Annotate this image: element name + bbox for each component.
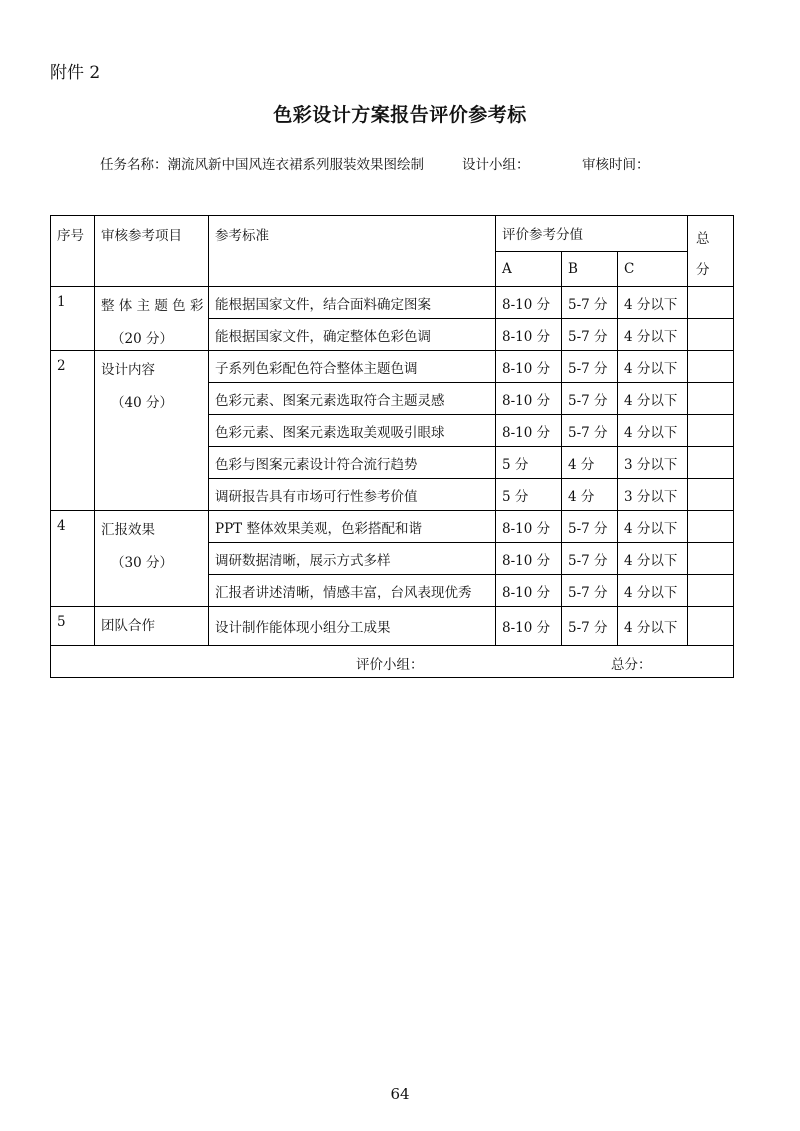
standard-cell: 调研数据清晰，展示方式多样: [209, 543, 496, 575]
header-grade-a: A: [496, 251, 562, 287]
standard-cell: 调研报告具有市场可行性参考价值: [209, 479, 496, 511]
grade-b-cell: 5-7 分: [562, 543, 618, 575]
review-item-points: （40 分）: [111, 395, 173, 411]
grade-a-cell: 8-10 分: [496, 543, 562, 575]
review-item-name: 汇报效果: [101, 522, 155, 538]
total-cell: [688, 447, 734, 479]
standard-cell: 色彩元素、图案元素选取美观吸引眼球: [209, 415, 496, 447]
grade-c-cell: 4 分以下: [618, 607, 688, 646]
total-cell: [688, 543, 734, 575]
table-row: [51, 351, 734, 383]
header-grade-b: B: [562, 251, 618, 287]
document-title: 色彩设计方案报告评价参考标: [273, 104, 527, 126]
grade-a-cell: 8-10 分: [496, 319, 562, 351]
grade-b-cell: 5-7 分: [562, 511, 618, 543]
grade-a-cell: 8-10 分: [496, 511, 562, 543]
header-standard: 参考标准: [209, 216, 496, 287]
standard-cell: 设计制作能体现小组分工成果: [209, 607, 496, 646]
review-item-points: （30 分）: [111, 555, 173, 571]
grade-a-cell: 8-10 分: [496, 383, 562, 415]
header-row-1: [51, 216, 734, 252]
standard-cell: 汇报者讲述清晰，情感丰富，台风表现优秀: [209, 575, 496, 607]
grade-a-cell: 8-10 分: [496, 351, 562, 383]
review-item-points: （20 分）: [111, 331, 173, 347]
grade-b-cell: 5-7 分: [562, 575, 618, 607]
review-item-name: 设计内容: [101, 362, 155, 378]
grade-a-cell: 8-10 分: [496, 607, 562, 646]
review-item: [95, 351, 209, 511]
total-cell: [688, 319, 734, 351]
grade-c-cell: 4 分以下: [618, 351, 688, 383]
grade-b-cell: 5-7 分: [562, 287, 618, 319]
evaluation-group-label: 评价小组：: [356, 657, 424, 673]
footer-cell: [51, 646, 734, 678]
grade-b-cell: 5-7 分: [562, 415, 618, 447]
grade-b-cell: 5-7 分: [562, 351, 618, 383]
review-item: [95, 511, 209, 607]
review-item-name: 整 体 主 题 色 彩: [101, 298, 204, 314]
review-time-label: 审核时间：: [582, 157, 650, 173]
grade-c-cell: 4 分以下: [618, 319, 688, 351]
total-cell: [688, 607, 734, 646]
grade-c-cell: 3 分以下: [618, 447, 688, 479]
grade-a-cell: 5 分: [496, 447, 562, 479]
total-cell: [688, 575, 734, 607]
footer-row: [51, 646, 734, 678]
total-cell: [688, 415, 734, 447]
review-item: [95, 607, 209, 646]
grade-c-cell: 4 分以下: [618, 383, 688, 415]
standard-cell: 色彩与图案元素设计符合流行趋势: [209, 447, 496, 479]
total-cell: [688, 351, 734, 383]
grade-c-cell: 3 分以下: [618, 479, 688, 511]
grade-b-cell: 4 分: [562, 447, 618, 479]
standard-cell: PPT 整体效果美观，色彩搭配和谐: [209, 511, 496, 543]
grade-c-cell: 4 分以下: [618, 575, 688, 607]
header-grade-c: C: [618, 251, 688, 287]
grade-b-cell: 5-7 分: [562, 383, 618, 415]
grade-a-cell: 8-10 分: [496, 575, 562, 607]
task-name: 任务名称：潮流风新中国风连衣裙系列服装效果图绘制: [100, 157, 424, 173]
grade-c-cell: 4 分以下: [618, 415, 688, 447]
grade-a-cell: 5 分: [496, 479, 562, 511]
review-item-name: 团队合作: [101, 618, 155, 634]
header-score-group: 评价参考分值: [496, 216, 688, 252]
header-total: 总 分: [688, 216, 734, 287]
grade-c-cell: 4 分以下: [618, 511, 688, 543]
standard-cell: 子系列色彩配色符合整体主题色调: [209, 351, 496, 383]
page-number: 64: [390, 1085, 410, 1103]
row-index: 5: [51, 607, 95, 646]
total-cell: [688, 287, 734, 319]
standard-cell: 色彩元素、图案元素选取符合主题灵感: [209, 383, 496, 415]
grade-b-cell: 5-7 分: [562, 319, 618, 351]
table-row: [51, 511, 734, 543]
review-item: [95, 287, 209, 351]
standard-cell: 能根据国家文件，结合面料确定图案: [209, 287, 496, 319]
header-item: 审核参考项目: [95, 216, 209, 287]
total-cell: [688, 383, 734, 415]
row-index: 2: [51, 351, 95, 511]
total-cell: [688, 479, 734, 511]
attachment-label: 附件 2: [50, 63, 101, 83]
grade-b-cell: 5-7 分: [562, 607, 618, 646]
grade-c-cell: 4 分以下: [618, 287, 688, 319]
standard-cell: 能根据国家文件，确定整体色彩色调: [209, 319, 496, 351]
table-row: [51, 287, 734, 319]
design-group-label: 设计小组：: [462, 157, 530, 173]
total-score-label: 总分：: [611, 657, 652, 673]
row-index: 1: [51, 287, 95, 351]
header-index: 序号: [51, 216, 95, 287]
total-cell: [688, 511, 734, 543]
grade-a-cell: 8-10 分: [496, 287, 562, 319]
grade-b-cell: 4 分: [562, 479, 618, 511]
row-index: 4: [51, 511, 95, 607]
table-row: [51, 607, 734, 646]
grade-a-cell: 8-10 分: [496, 415, 562, 447]
grade-c-cell: 4 分以下: [618, 543, 688, 575]
evaluation-table: [50, 215, 734, 678]
